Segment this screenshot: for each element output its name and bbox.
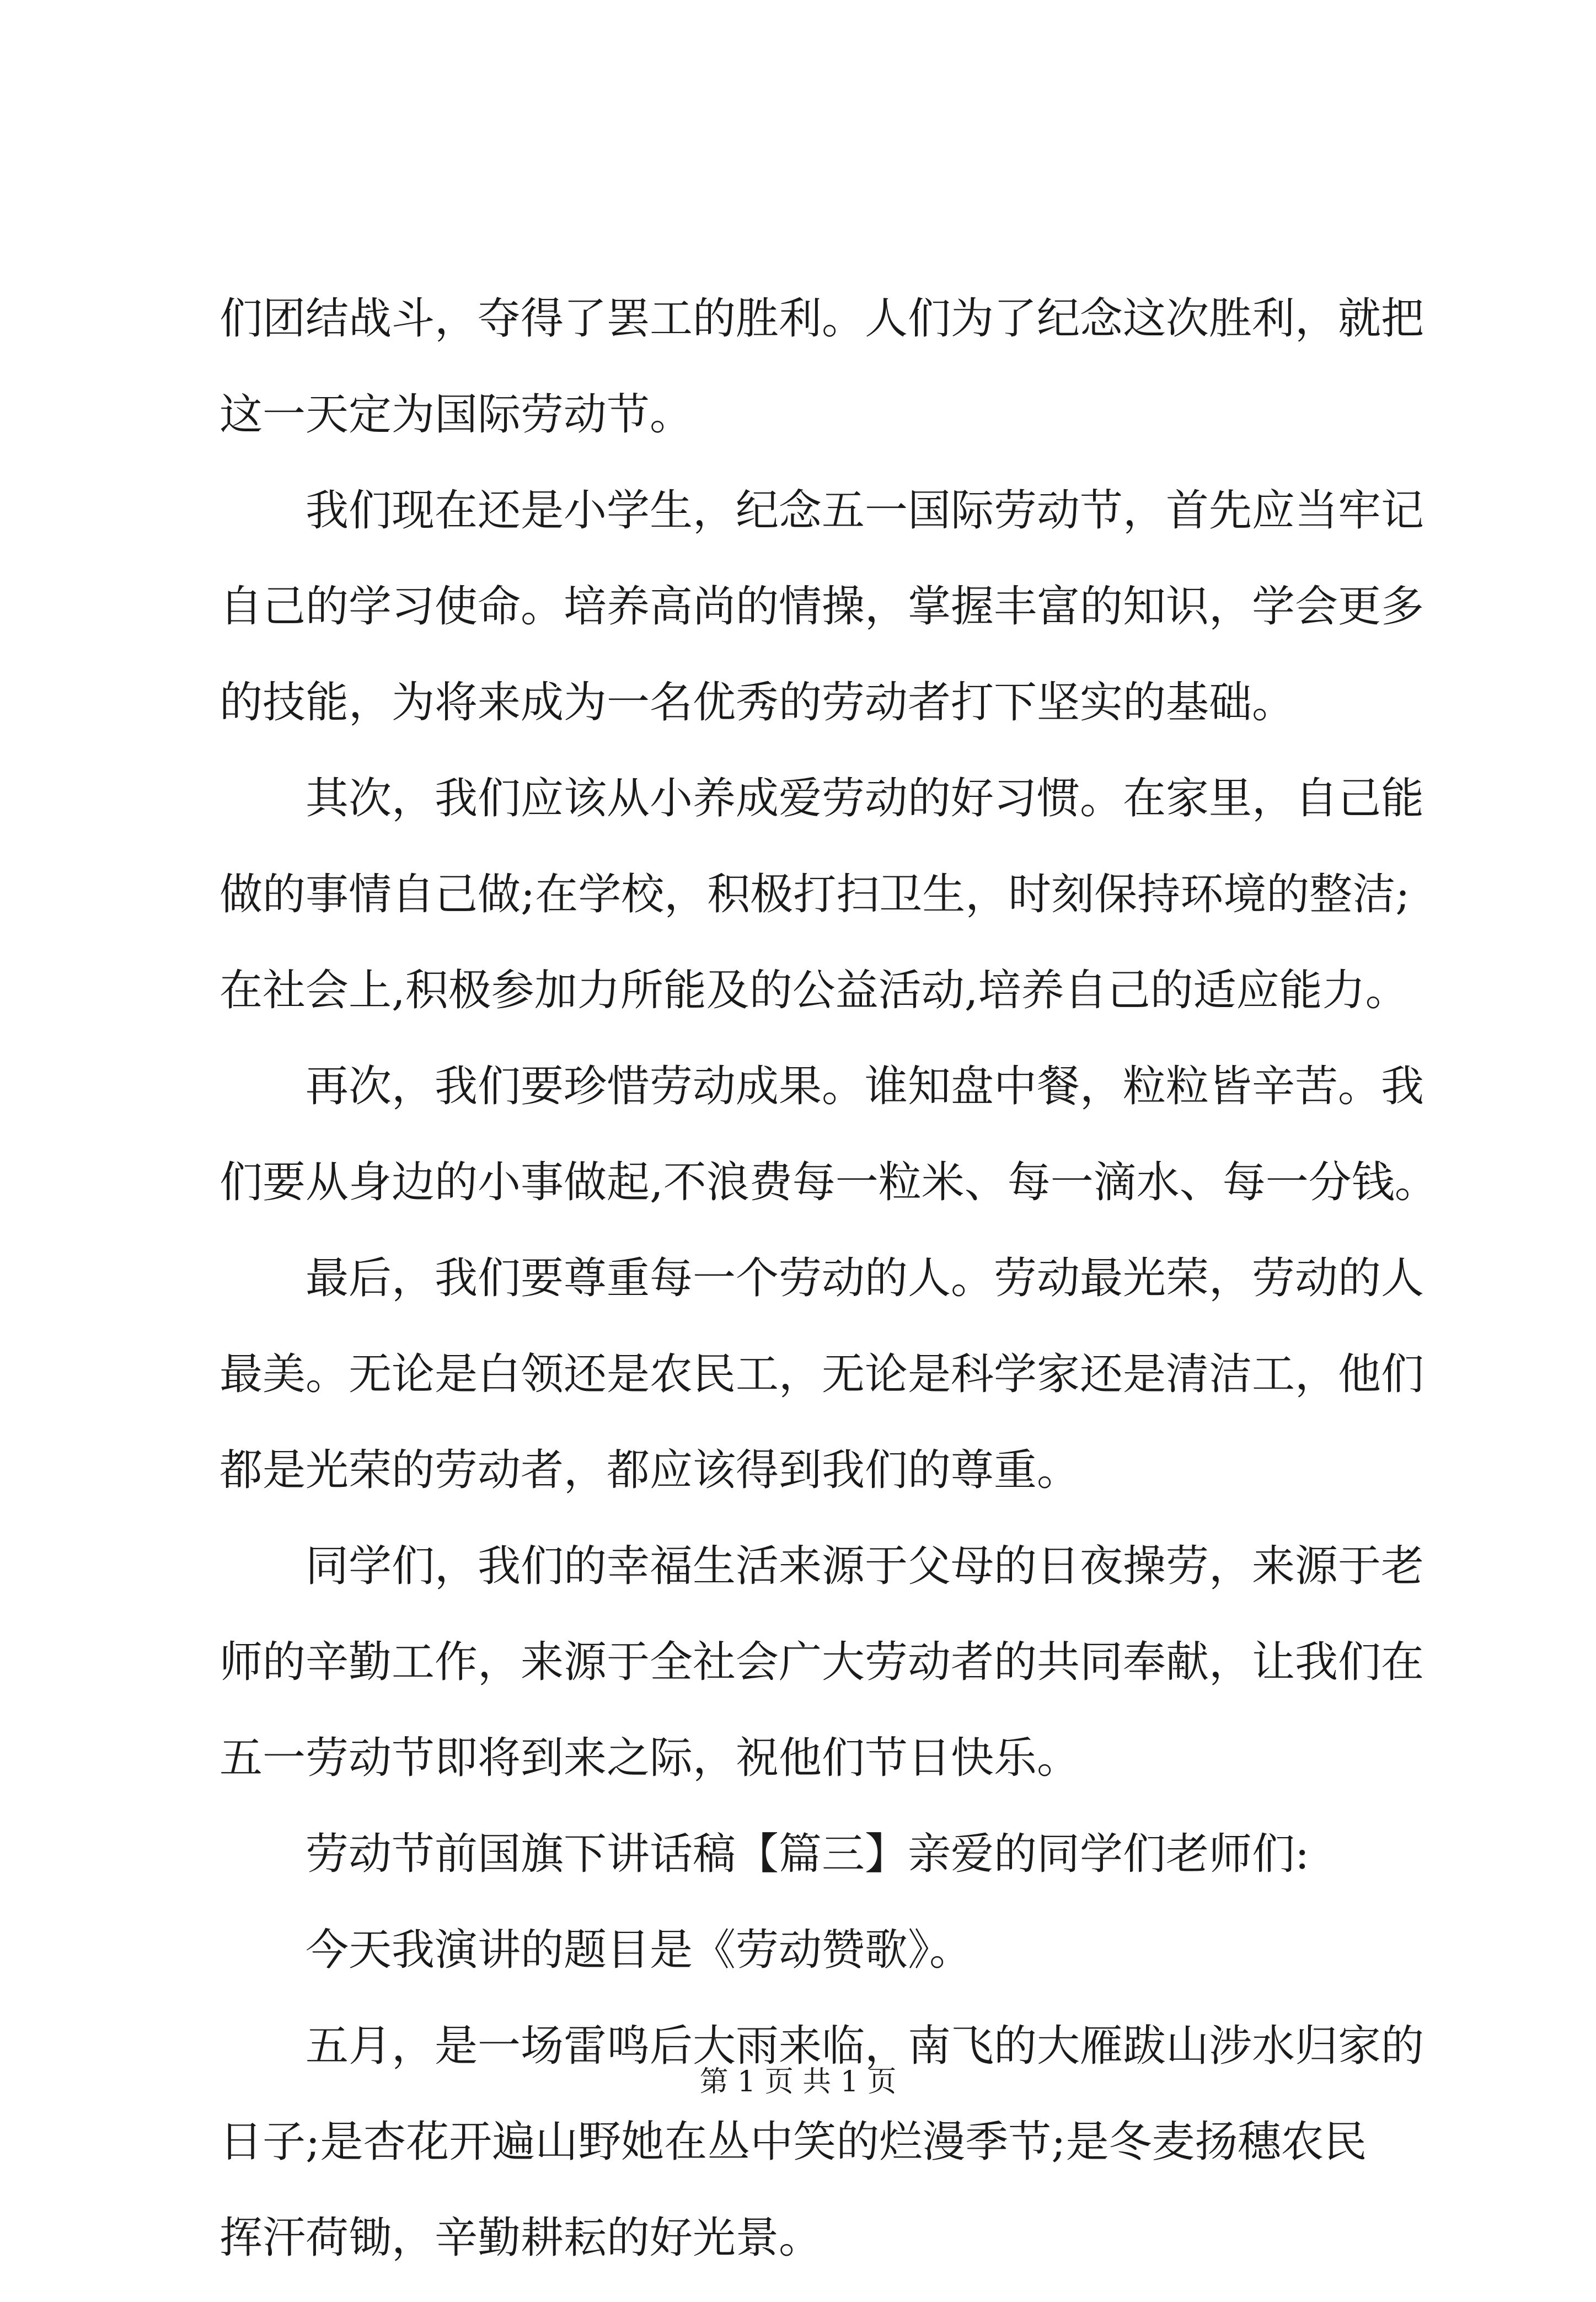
text-line: 们团结战斗，夺得了罢工的胜利。人们为了纪念这次胜利，就把	[219, 294, 1424, 344]
document-body	[219, 287, 1438, 2302]
paragraph-start-line: 五月，是一场雷鸣后大雨来临，南飞的大雁跋山涉水归家的	[306, 2021, 1424, 2071]
paragraph-start-line: 今天我演讲的题目是《劳动赞歌》。	[306, 1925, 973, 1975]
text-line: 最美。无论是白领还是农民工，无论是科学家还是清洁工，他们	[219, 1350, 1424, 1399]
text-line: 们要从身边的小事做起,不浪费每一粒米、每一滴水、每一分钱。	[219, 1158, 1438, 1207]
text-line: 在社会上,积极参加力所能及的公益活动,培养自己的适应能力。	[219, 966, 1408, 1015]
text-line: 自己的学习使命。培养高尚的情操，掌握丰富的知识，学会更多	[219, 582, 1424, 631]
paragraph-start-line: 我们现在还是小学生，纪念五一国际劳动节，首先应当牢记	[306, 486, 1424, 536]
text-line: 做的事情自己做;在学校，积极打扫卫生，时刻保持环境的整洁;	[219, 870, 1410, 919]
text-line: 都是光荣的劳动者，都应该得到我们的尊重。	[219, 1446, 1080, 1495]
text-line: 师的辛勤工作，来源于全社会广大劳动者的共同奉献，让我们在	[219, 1637, 1424, 1687]
text-line: 挥汗荷锄，辛勤耕耘的好光景。	[219, 2213, 822, 2263]
text-line: 的技能，为将来成为一名优秀的劳动者打下坚实的基础。	[219, 678, 1295, 727]
paragraph-start-line: 再次，我们要珍惜劳动成果。谁知盘中餐，粒粒皆辛苦。我	[306, 1062, 1424, 1111]
paragraph-start-line: 同学们，我们的幸福生活来源于父母的日夜操劳，来源于老	[306, 1541, 1424, 1591]
paragraph-start-line: 最后，我们要尊重每一个劳动的人。劳动最光荣，劳动的人	[306, 1254, 1424, 1303]
text-line: 日子;是杏花开遍山野她在丛中笑的烂漫季节;是冬麦扬穗农民	[219, 2117, 1367, 2167]
section-heading-line: 劳动节前国旗下讲话稿【篇三】亲爱的同学们老师们:	[306, 1829, 1310, 1879]
page-footer: 第 1 页 共 1 页	[699, 2065, 897, 2098]
text-line: 这一天定为国际劳动节。	[219, 390, 693, 440]
text-line: 五一劳动节即将到来之际，祝他们节日快乐。	[219, 1733, 1080, 1783]
paragraph-start-line: 其次，我们应该从小养成爱劳动的好习惯。在家里，自己能	[306, 774, 1424, 823]
